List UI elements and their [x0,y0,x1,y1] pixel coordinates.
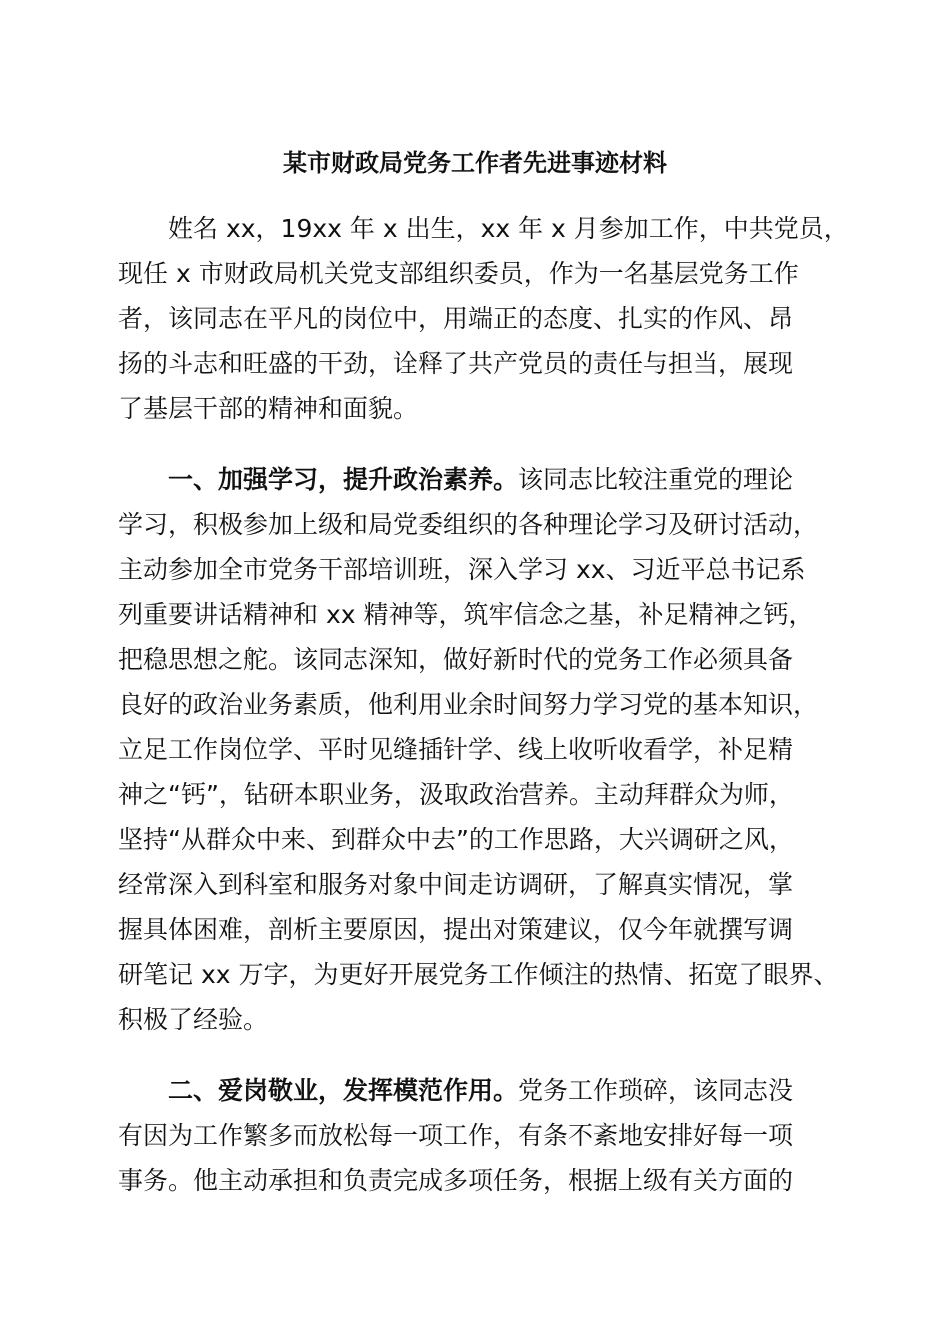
document-title: 某市财政局党务工作者先进事迹材料 [283,149,667,177]
text-line: 主动参加全市党务干部培训班，深入学习 xx、习近平总书记系 [118,555,806,584]
text-run: 党务工作琐碎，该同志没 [518,1076,794,1105]
paragraph-section-1 [118,457,838,1042]
text-line: 学习，积极参加上级和局党委组织的各种理论学习及研讨活动， [118,510,819,539]
text-line: 者，该同志在平凡的岗位中，用端正的态度、扎实的作风、昂 [118,304,794,333]
text-line: 扬的斗志和旺盛的干劲，诠释了共产党员的责任与担当，展现 [118,349,794,378]
text-line: 现任 x 市财政局机关党支部组织委员，作为一名基层党务工作 [118,259,799,288]
section-heading: 二、爱岗敬业，发挥模范作用。 [168,1076,519,1105]
text-line: 有因为工作繁多而放松每一项工作，有条不紊地安排好每一项 [118,1121,794,1150]
document-body [118,206,849,1203]
text-line: 经常深入到科室和服务对象中间走访调研，了解真实情况，掌 [118,870,794,899]
paragraph-section-2 [118,1068,838,1203]
text-line: 良好的政治业务素质，他利用业余时间努力学习党的基本知识， [118,690,819,719]
text-line: 事务。他主动承担和负责完成多项任务，根据上级有关方面的 [118,1166,794,1195]
text-line: 列重要讲话精神和 xx 精神等，筑牢信念之基，补足精神之钙， [118,600,814,629]
text-line: 姓名 xx，19xx 年 x 出生，xx 年 x 月参加工作，中共党员， [168,214,849,243]
paragraph-intro [118,206,849,431]
text-line: 把稳思想之舵。该同志深知，做好新时代的党务工作必须具备 [118,645,794,674]
text-run: 该同志比较注重党的理论 [518,465,794,494]
text-line: 积极了经验。 [118,1005,269,1034]
text-line: 立足工作岗位学、平时见缝插针学、线上收听收看学，补足精 [118,735,794,764]
text-line: 坚持“从群众中来、到群众中去”的工作思路，大兴调研之风， [118,825,794,854]
text-line [118,1068,838,1113]
text-line: 神之“钙”，钻研本职业务，汲取政治营养。主动拜群众为师， [118,780,794,809]
section-heading: 一、加强学习，提升政治素养。 [168,465,519,494]
text-line: 了基层干部的精神和面貌。 [118,394,419,423]
text-line: 研笔记 xx 万字，为更好开展党务工作倾注的热情、拓宽了眼界、 [118,960,839,989]
text-line [118,457,838,502]
text-line: 握具体困难，剖析主要原因，提出对策建议，仅今年就撰写调 [118,915,794,944]
